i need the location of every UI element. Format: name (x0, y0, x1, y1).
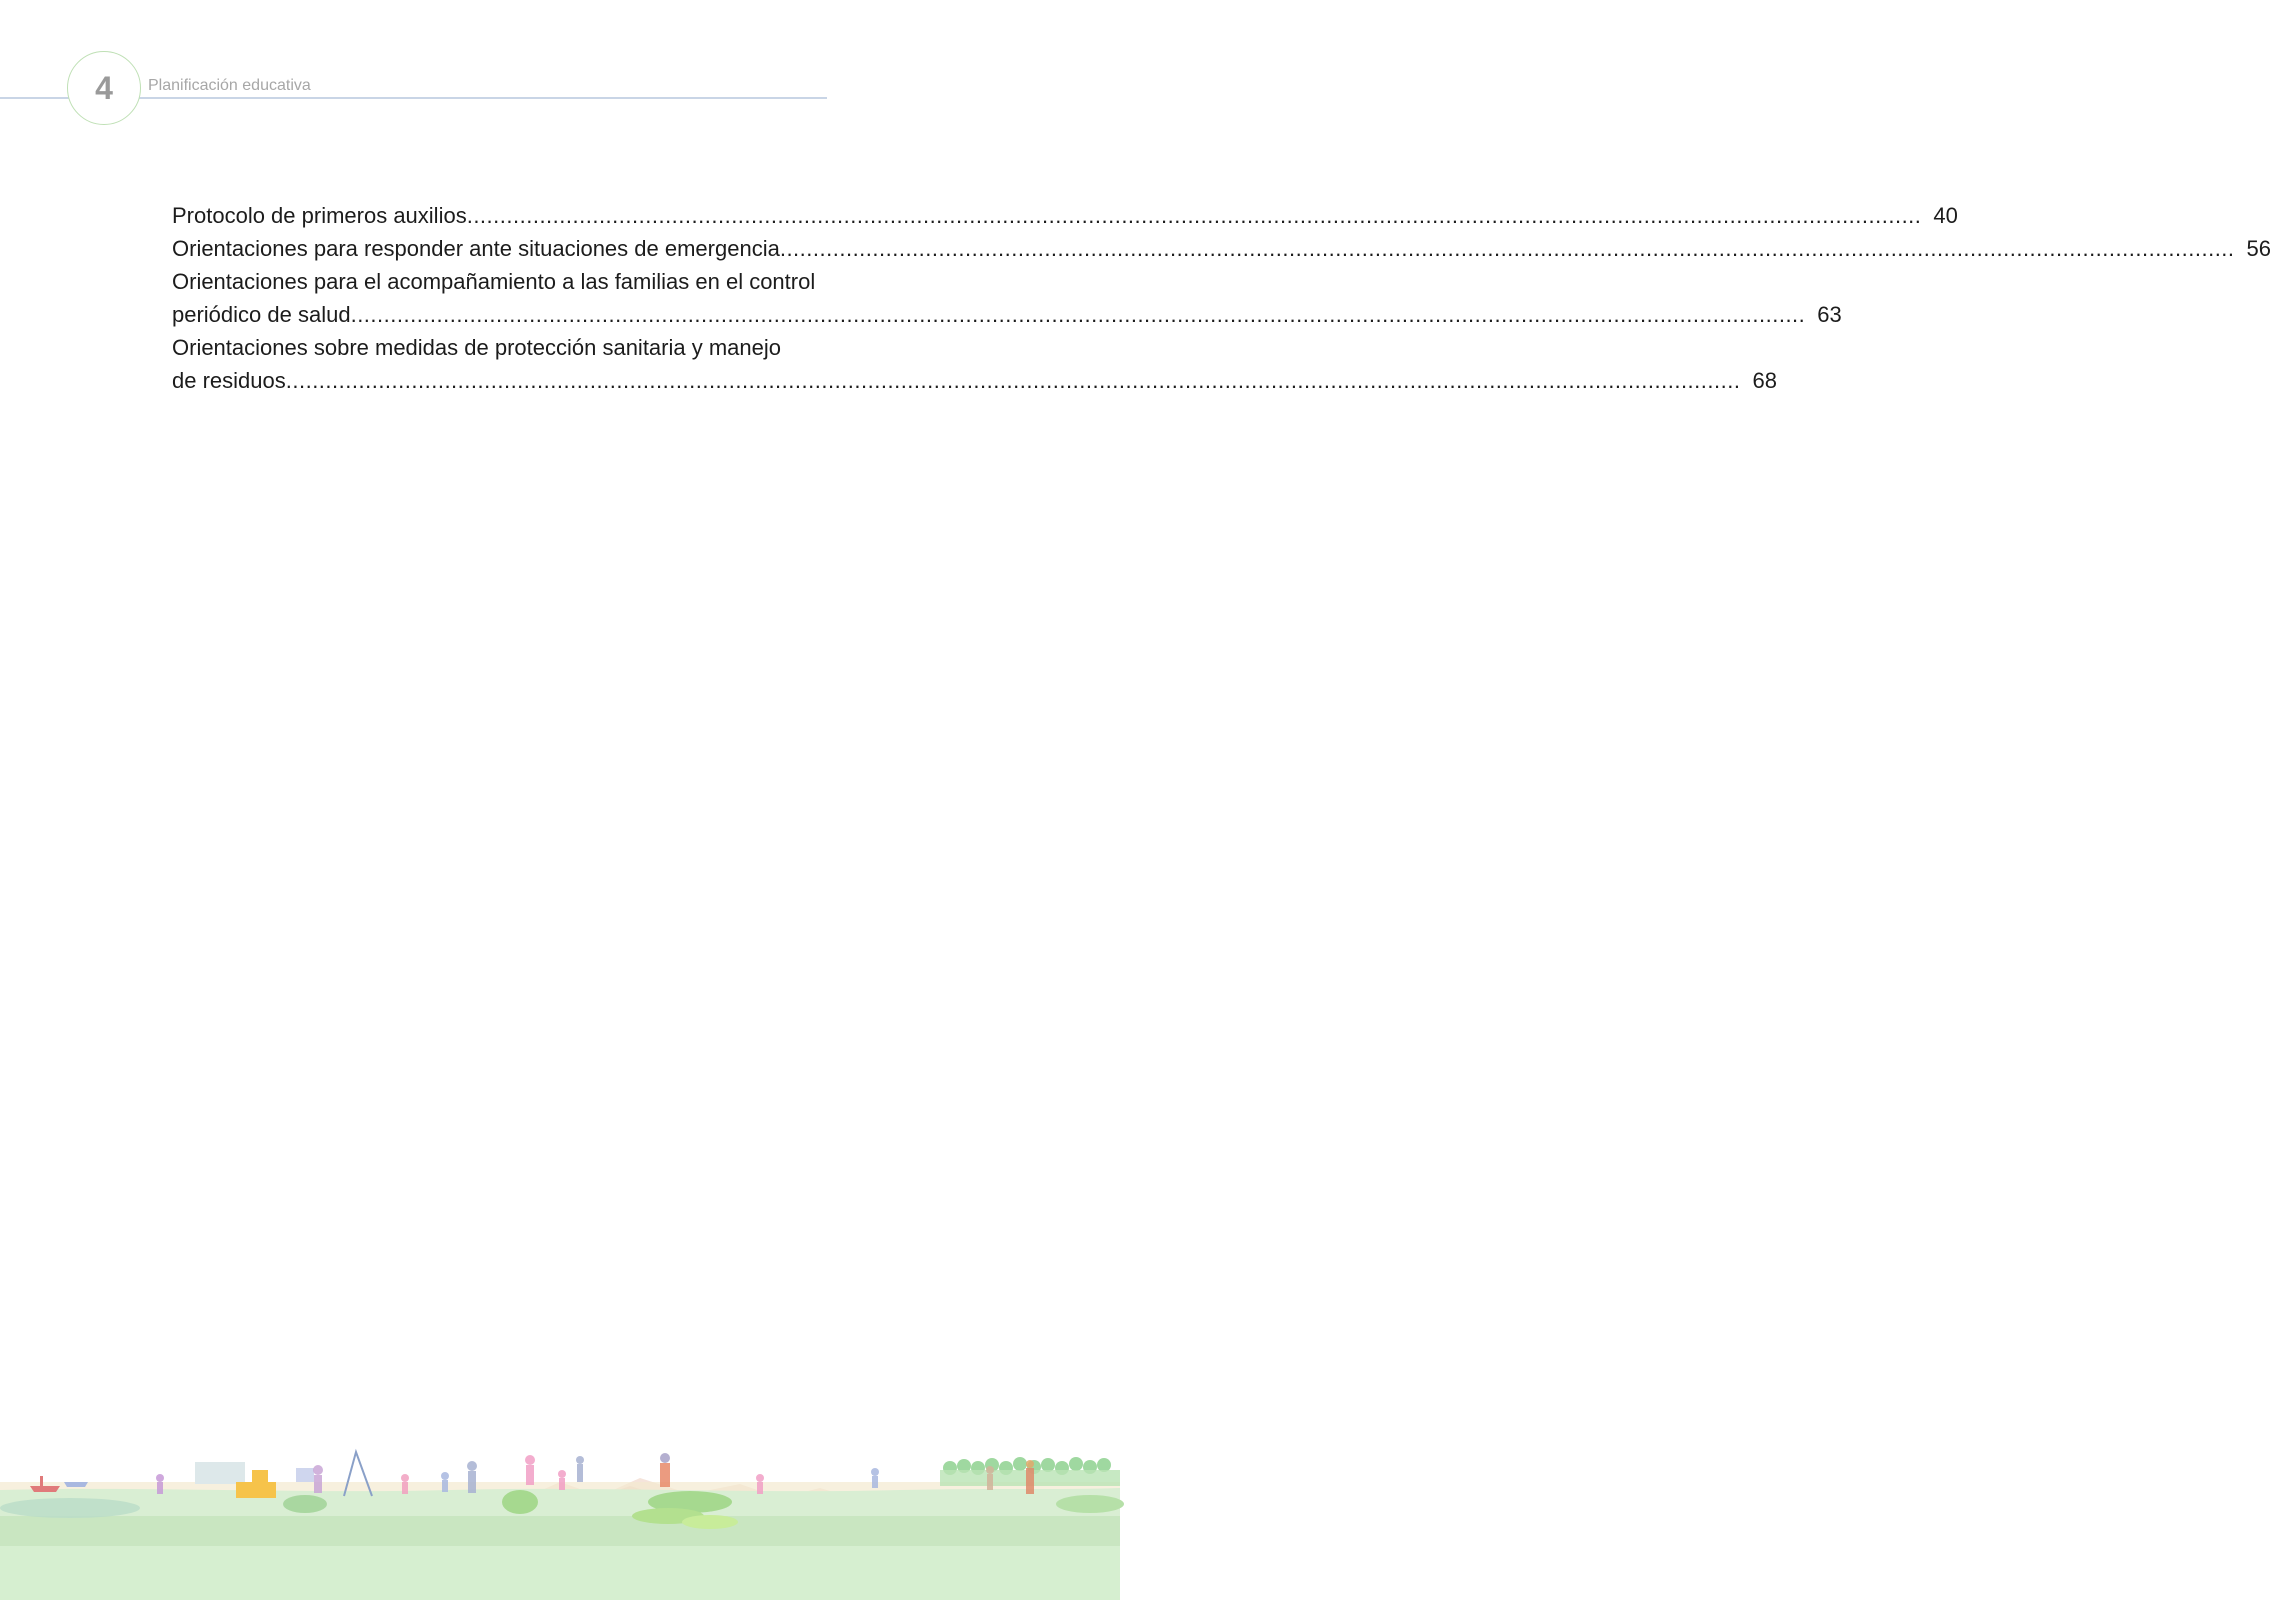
toc-dot-leader: ............................................................................................................................................................................................................................ (285, 368, 1741, 393)
toc-page-number: 40 (1933, 203, 1958, 228)
page-number-badge (67, 51, 141, 125)
toc-entry[interactable] (172, 232, 2271, 265)
toc-line (172, 364, 1777, 397)
toc-entry-title: Orientaciones para el acompañamiento a las familias en el control (172, 269, 816, 294)
toc-line (172, 232, 2271, 265)
footer-illustration (0, 1460, 1120, 1600)
toc-entry-title: Orientaciones sobre medidas de protección sanitaria y manejo (172, 335, 781, 360)
toc-entry[interactable] (172, 199, 1958, 232)
toc-line (172, 331, 962, 364)
table-of-contents (172, 199, 2271, 397)
toc-entry-title: Orientaciones para responder ante situaciones de emergencia (172, 236, 780, 261)
toc-dot-leader: ............................................................................................................................................................................................................................ (350, 302, 1806, 327)
page-number: 4 (95, 70, 113, 106)
toc-page-number: 68 (1752, 368, 1777, 393)
toc-page-number: 56 (2246, 236, 2271, 261)
toc-line (172, 199, 1958, 232)
toc-entry-title-continued: periódico de salud (172, 302, 351, 327)
toc-entry[interactable] (172, 331, 1777, 397)
running-title: Planificación educativa (148, 77, 311, 94)
page-header (0, 0, 1120, 140)
toc-dot-leader: ............................................................................................................................................................................................................................ (779, 236, 2235, 261)
toc-line (172, 265, 962, 298)
toc-page-number: 63 (1817, 302, 1842, 327)
toc-entry-title-continued: de residuos (172, 368, 286, 393)
toc-entry-title: Protocolo de primeros auxilios (172, 203, 467, 228)
landscape-illustration-icon (0, 1460, 1120, 1600)
toc-entry[interactable] (172, 265, 1842, 331)
toc-dot-leader: ............................................................................................................................................................................................................................ (466, 203, 1922, 228)
toc-line (172, 298, 1842, 331)
